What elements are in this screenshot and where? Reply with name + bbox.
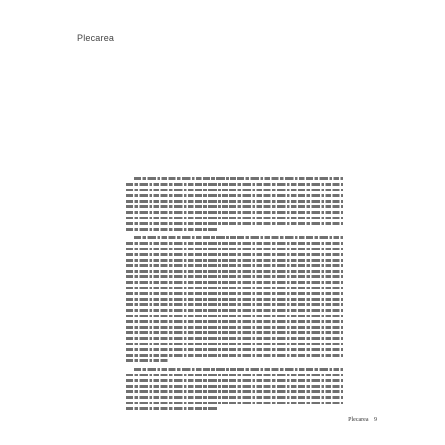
page-footer [348,417,377,423]
paragraph-1 [126,176,343,232]
running-head: Plecarea [77,33,115,43]
text-line [126,226,343,232]
text-line [126,358,343,364]
footer-label: Plecarea [348,417,369,423]
paragraph-3 [126,367,343,412]
body-text [126,174,343,414]
page-number: 9 [374,417,377,423]
text-line [126,406,343,412]
paragraph-2 [126,235,343,364]
